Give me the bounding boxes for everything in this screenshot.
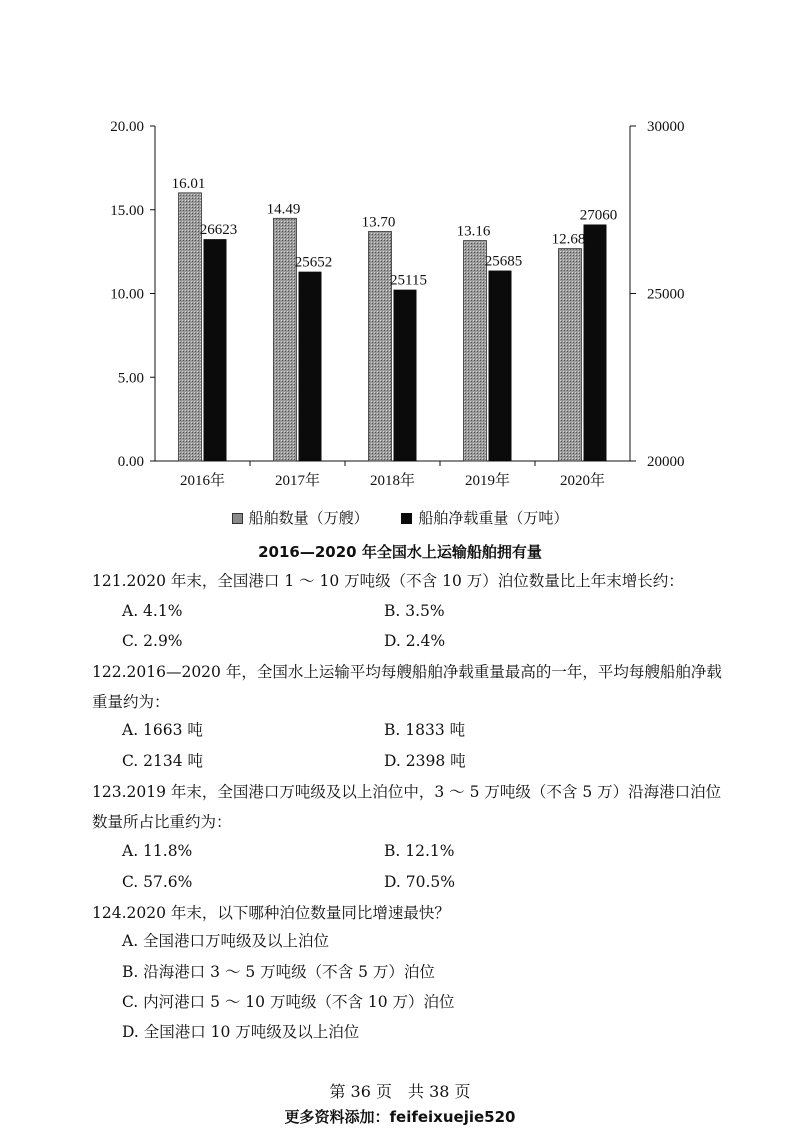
data-label-deadweight: 25115 — [390, 272, 427, 289]
option-121-a[interactable]: A. 4.1% — [122, 602, 183, 620]
legend-swatch-solid — [401, 513, 412, 524]
right-tick-label: 30000 — [647, 119, 685, 135]
left-tick-label: 15.00 — [110, 202, 144, 219]
option-123-c[interactable]: C. 57.6% — [122, 873, 193, 891]
option-124-a[interactable]: A. 全国港口万吨级及以上泊位 — [122, 932, 330, 950]
page-number: 第 36 页 共 38 页 — [329, 1082, 471, 1101]
chart-title: 2016—2020 年全国水上运输船舶拥有量 — [258, 543, 542, 561]
right-tick-label: 25000 — [647, 286, 685, 303]
left-tick-label: 0.00 — [117, 454, 144, 470]
option-123-d[interactable]: D. 70.5% — [384, 873, 455, 891]
option-123-a[interactable]: A. 11.8% — [122, 842, 193, 860]
legend-item-vessel-count — [232, 507, 369, 528]
x-tick-label: 2016年 — [179, 473, 226, 489]
bar-vessel-count — [274, 218, 297, 461]
bar-deadweight — [489, 271, 512, 461]
x-tick-label: 2018年 — [369, 473, 416, 489]
x-tick-label: 2017年 — [274, 473, 321, 489]
left-tick-label: 10.00 — [110, 286, 144, 303]
chart-legend — [0, 507, 800, 528]
data-label-deadweight: 25652 — [294, 254, 333, 271]
bar-vessel-count — [559, 249, 582, 461]
bar-deadweight — [204, 239, 227, 461]
bar-vessel-count — [179, 193, 202, 461]
option-122-a[interactable]: A. 1663 吨 — [122, 721, 203, 739]
option-124-c[interactable]: C. 内河港口 5 ～ 10 万吨级（不含 10 万）泊位 — [122, 993, 455, 1011]
option-122-b[interactable]: B. 1833 吨 — [384, 721, 466, 739]
left-tick-label: 5.00 — [117, 370, 144, 387]
bar-deadweight — [584, 224, 607, 461]
right-tick-label: 20000 — [647, 454, 685, 470]
question-124: 124.2020 年末，以下哪种泊位数量同比增速最快？ — [92, 904, 450, 922]
option-122-c[interactable]: C. 2134 吨 — [122, 752, 204, 770]
data-label-vessel-count: 13.70 — [361, 214, 396, 231]
data-label-vessel-count: 14.49 — [266, 201, 301, 218]
data-label-vessel-count: 16.01 — [171, 175, 206, 192]
option-123-b[interactable]: B. 12.1% — [384, 842, 455, 860]
legend-label-deadweight: 船舶净载重量（万吨） — [418, 509, 569, 527]
x-tick-label: 2019年 — [464, 473, 511, 489]
question-121: 121.2020 年末，全国港口 1 ～ 10 万吨级（不含 10 万）泊位数量比上年末增长约： — [92, 572, 684, 590]
option-122-d[interactable]: D. 2398 吨 — [384, 752, 466, 770]
bar-vessel-count — [369, 232, 392, 461]
question-122: 122.2016—2020 年，全国水上运输平均每艘船舶净载重量最高的一年，平均每艘船舶净载重量约为： — [92, 663, 722, 711]
legend-swatch-hatched — [232, 513, 243, 524]
question-123: 123.2019 年末，全国港口万吨级及以上泊位中，3 ～ 5 万吨级（不含 5 万）沿海港口泊位数量所占比重约为： — [92, 783, 722, 831]
data-label-deadweight: 27060 — [579, 207, 618, 224]
bar-vessel-count — [464, 241, 487, 461]
data-label-vessel-count: 13.16 — [456, 223, 491, 240]
bar-deadweight — [299, 272, 322, 461]
x-tick-label: 2020年 — [559, 473, 606, 489]
data-label-deadweight: 26623 — [199, 222, 238, 239]
bar-deadweight — [394, 290, 417, 461]
option-124-b[interactable]: B. 沿海港口 3 ～ 5 万吨级（不含 5 万）泊位 — [122, 963, 435, 981]
data-label-vessel-count: 12.68 — [551, 231, 586, 248]
option-121-b[interactable]: B. 3.5% — [384, 602, 445, 620]
option-121-d[interactable]: D. 2.4% — [384, 632, 446, 650]
bar-chart — [0, 0, 800, 500]
option-124-d[interactable]: D. 全国港口 10 万吨级及以上泊位 — [122, 1023, 360, 1041]
legend-label-vessel-count: 船舶数量（万艘） — [248, 509, 369, 527]
legend-item-deadweight — [401, 507, 568, 528]
option-121-c[interactable]: C. 2.9% — [122, 632, 183, 650]
footer-note: 更多资料添加：feifeixuejie520 — [284, 1108, 516, 1126]
data-label-deadweight: 25685 — [484, 253, 523, 270]
left-tick-label: 20.00 — [110, 119, 144, 135]
